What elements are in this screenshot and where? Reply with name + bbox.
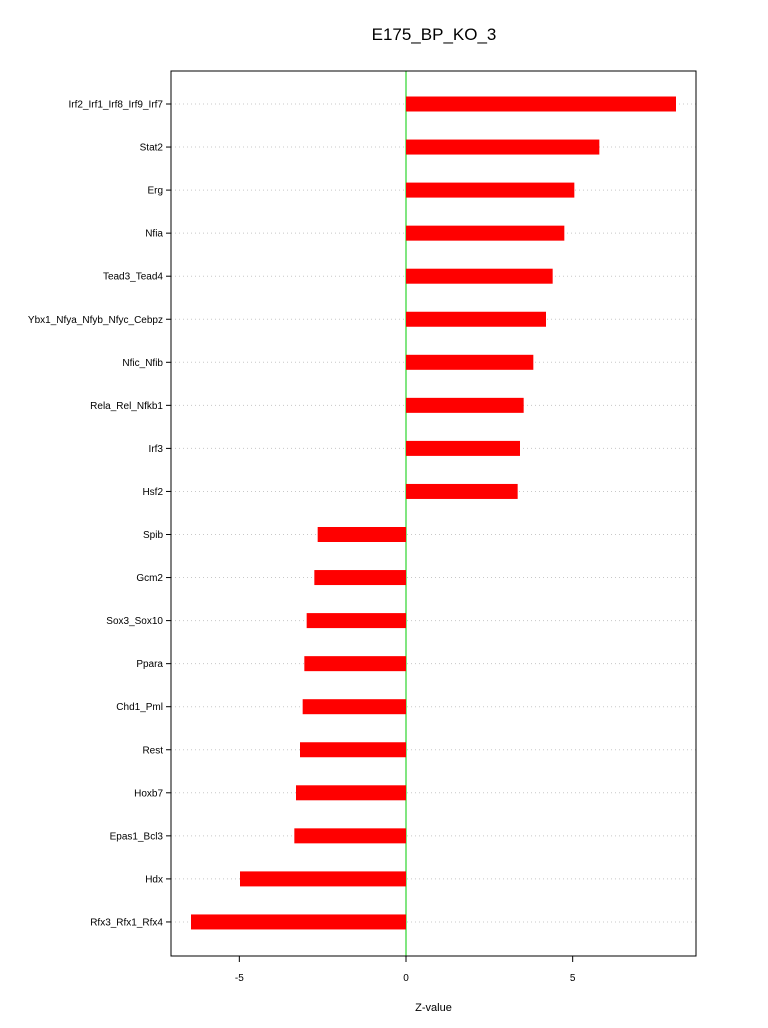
category-label: Irf2_Irf1_Irf8_Irf9_Irf7 xyxy=(68,99,163,111)
chart-title: E175_BP_KO_3 xyxy=(371,25,497,44)
category-label: Sox3_Sox10 xyxy=(106,616,163,628)
category-label: Ybx1_Nfya_Nfyb_Nfyc_Cebpz xyxy=(27,314,163,326)
category-label: Gcm2 xyxy=(136,573,163,585)
category-label: Nfic_Nfib xyxy=(122,357,163,369)
category-label: Rest xyxy=(142,745,163,757)
category-label: Ppara xyxy=(136,659,163,671)
bar xyxy=(307,613,406,628)
bar xyxy=(294,828,406,843)
x-tick-label: -5 xyxy=(234,973,244,984)
bar xyxy=(191,914,406,929)
category-label: Hdx xyxy=(145,874,163,886)
bar xyxy=(303,699,406,714)
bar xyxy=(406,484,518,499)
category-label: Spib xyxy=(142,530,163,541)
category-label: Stat2 xyxy=(139,142,163,154)
bar xyxy=(406,140,599,155)
bars xyxy=(191,97,676,930)
bar xyxy=(318,527,406,542)
bar xyxy=(240,871,406,886)
category-label: Epas1_Bcl3 xyxy=(109,831,163,843)
bar xyxy=(300,742,406,757)
category-label: Chd1_Pml xyxy=(116,702,163,714)
category-label: Hoxb7 xyxy=(134,788,163,800)
bar xyxy=(406,441,520,456)
bar xyxy=(406,269,553,284)
category-label: Rela_Rel_Nfkb1 xyxy=(90,400,163,412)
bar xyxy=(406,97,676,112)
bar xyxy=(314,570,406,585)
category-label: Nfia xyxy=(145,228,163,240)
x-axis xyxy=(235,956,576,984)
x-tick-label: 5 xyxy=(569,973,576,984)
bar xyxy=(304,656,406,671)
category-label: Rfx3_Rfx1_Rfx4 xyxy=(90,917,163,929)
bar xyxy=(296,785,406,800)
bar xyxy=(406,312,546,327)
category-label: Hsf2 xyxy=(142,486,163,498)
bar xyxy=(406,355,533,370)
x-axis-label: Z-value xyxy=(415,1002,452,1014)
category-labels xyxy=(28,100,171,929)
plot-frame xyxy=(171,71,696,956)
bar xyxy=(406,398,524,413)
bar xyxy=(406,226,564,241)
category-label: Erg xyxy=(147,185,163,197)
category-label: Tead3_Tead4 xyxy=(102,271,163,283)
x-tick-label: 0 xyxy=(403,973,409,984)
bar xyxy=(406,183,574,198)
category-label: Irf3 xyxy=(148,443,163,455)
